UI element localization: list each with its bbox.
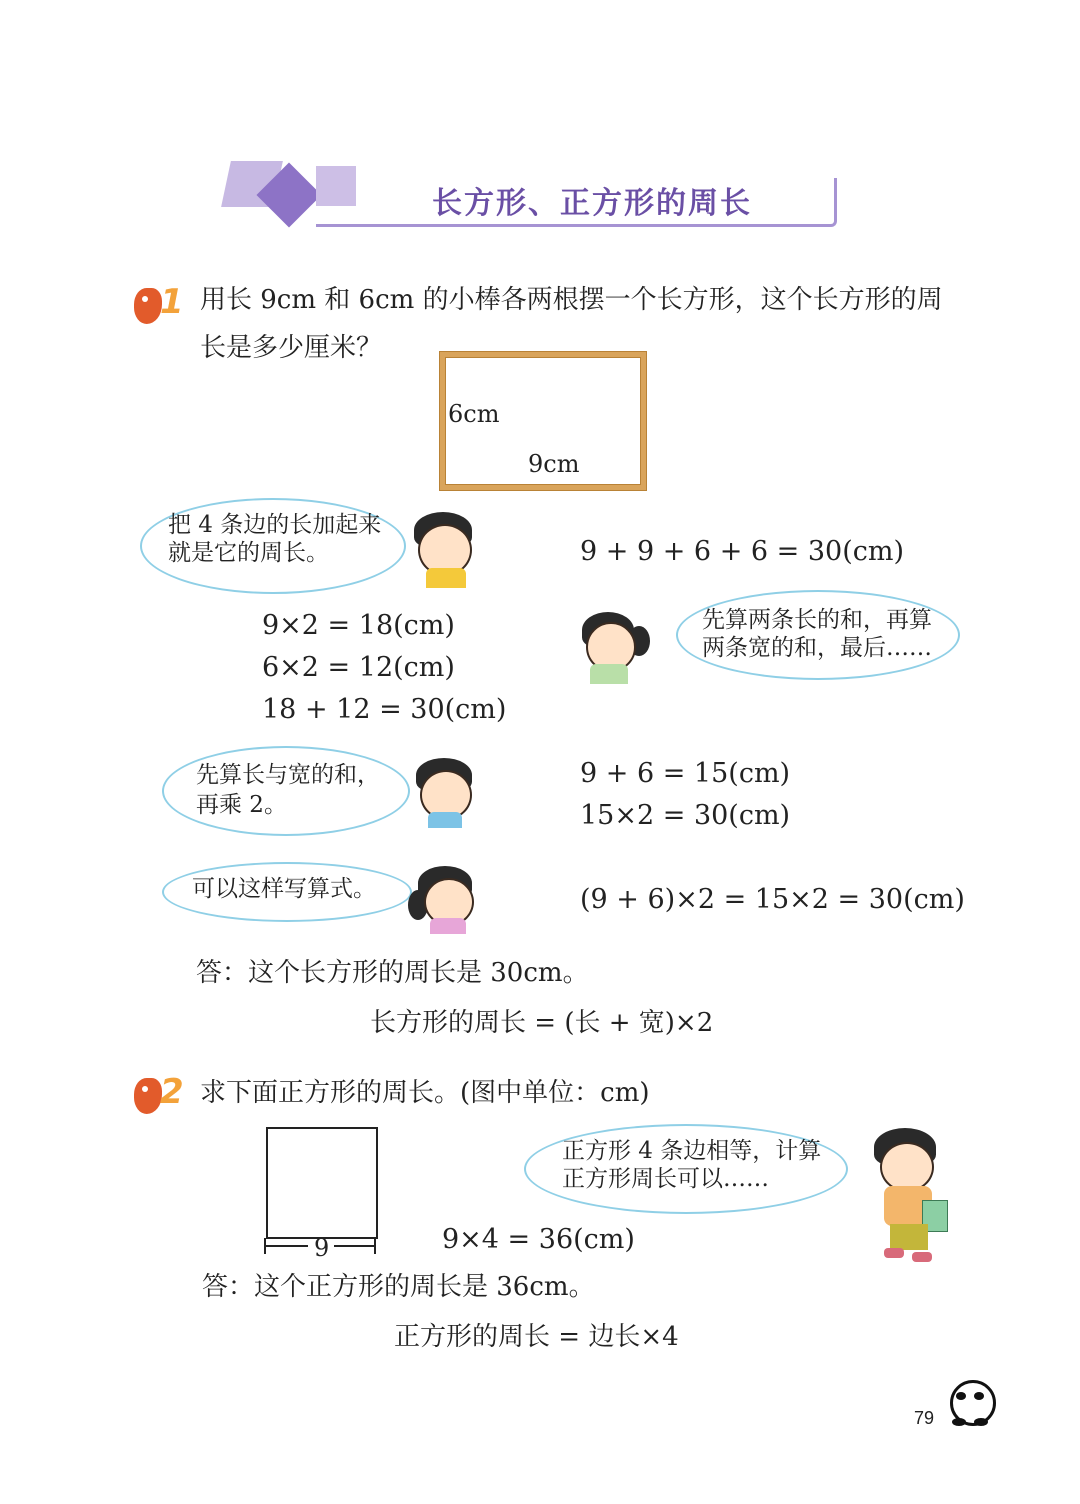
method-3-equation: 15×2 = 30(cm) [580,800,791,831]
bubble-text: 可以这样写算式。 [192,876,376,902]
boy-pants [890,1224,928,1250]
problem-1-answer: 答：这个长方形的周长是 30cm。 [196,958,589,988]
square-side-label: 9 [314,1234,330,1262]
problem-1-badge: 1 [134,282,188,330]
method-3-equation: 9 + 6 = 15(cm) [580,758,791,789]
boy-shoe [912,1252,932,1262]
problem-2-badge: 2 [134,1072,188,1120]
square-perimeter-formula: 正方形的周长 = 边长×4 [394,1322,679,1352]
method-2-equation: 18 + 12 = 30(cm) [262,694,507,725]
problem-2-answer: 答：这个正方形的周长是 36cm。 [202,1272,595,1302]
rect-height-label: 6cm [448,400,500,428]
problem-2-text: 求下面正方形的周长。(图中单位：cm) [200,1078,650,1108]
bubble-text: 两条宽的和，最后…… [702,635,932,661]
boy-shirt [426,568,466,588]
rectangle-perimeter-formula: 长方形的周长 = (长 + 宽)×2 [370,1008,714,1038]
page-number: 79 [914,1408,935,1428]
problem-1-text: 长是多少厘米？ [200,333,383,363]
panda-paw [952,1418,966,1426]
problem-1-text: 用长 9cm 和 6cm 的小棒各两根摆一个长方形，这个长方形的周 [200,285,943,315]
rect-width-label: 9cm [528,450,580,478]
boy-shoe [884,1248,904,1258]
panda-paw [974,1418,988,1426]
dimension-line [334,1245,374,1247]
boy-shirt [428,812,462,828]
girl-shirt [430,918,466,934]
square-figure [266,1127,378,1239]
bubble-text: 把 4 条边的长加起来 [168,512,382,538]
speech-bubble [162,746,410,836]
bubble-text: 就是它的周长。 [168,540,329,566]
girl-shirt [590,664,628,684]
dimension-tick [374,1238,376,1254]
boy-face [880,1142,934,1192]
method-2-equation: 6×2 = 12(cm) [262,652,455,683]
shrimp-icon [134,288,162,324]
dimension-line [266,1245,308,1247]
bubble-text: 再乘 2。 [196,792,287,818]
bubble-text: 正方形周长可以…… [562,1166,769,1192]
panda-eye [974,1392,984,1400]
bubble-text: 先算长与宽的和， [196,762,380,788]
method-4-equation: (9 + 6)×2 = 15×2 = 30(cm) [580,884,965,915]
shrimp-icon [134,1078,162,1114]
problem-2-equation: 9×4 = 36(cm) [442,1224,635,1255]
bubble-text: 先算两条长的和，再算 [702,607,932,633]
bubble-text: 正方形 4 条边相等，计算 [562,1138,822,1164]
method-2-equation: 9×2 = 18(cm) [262,610,455,641]
page-title: 长方形、正方形的周长 [432,186,752,221]
panda-eye [956,1392,966,1400]
method-1-equation: 9 + 9 + 6 + 6 = 30(cm) [580,536,905,567]
